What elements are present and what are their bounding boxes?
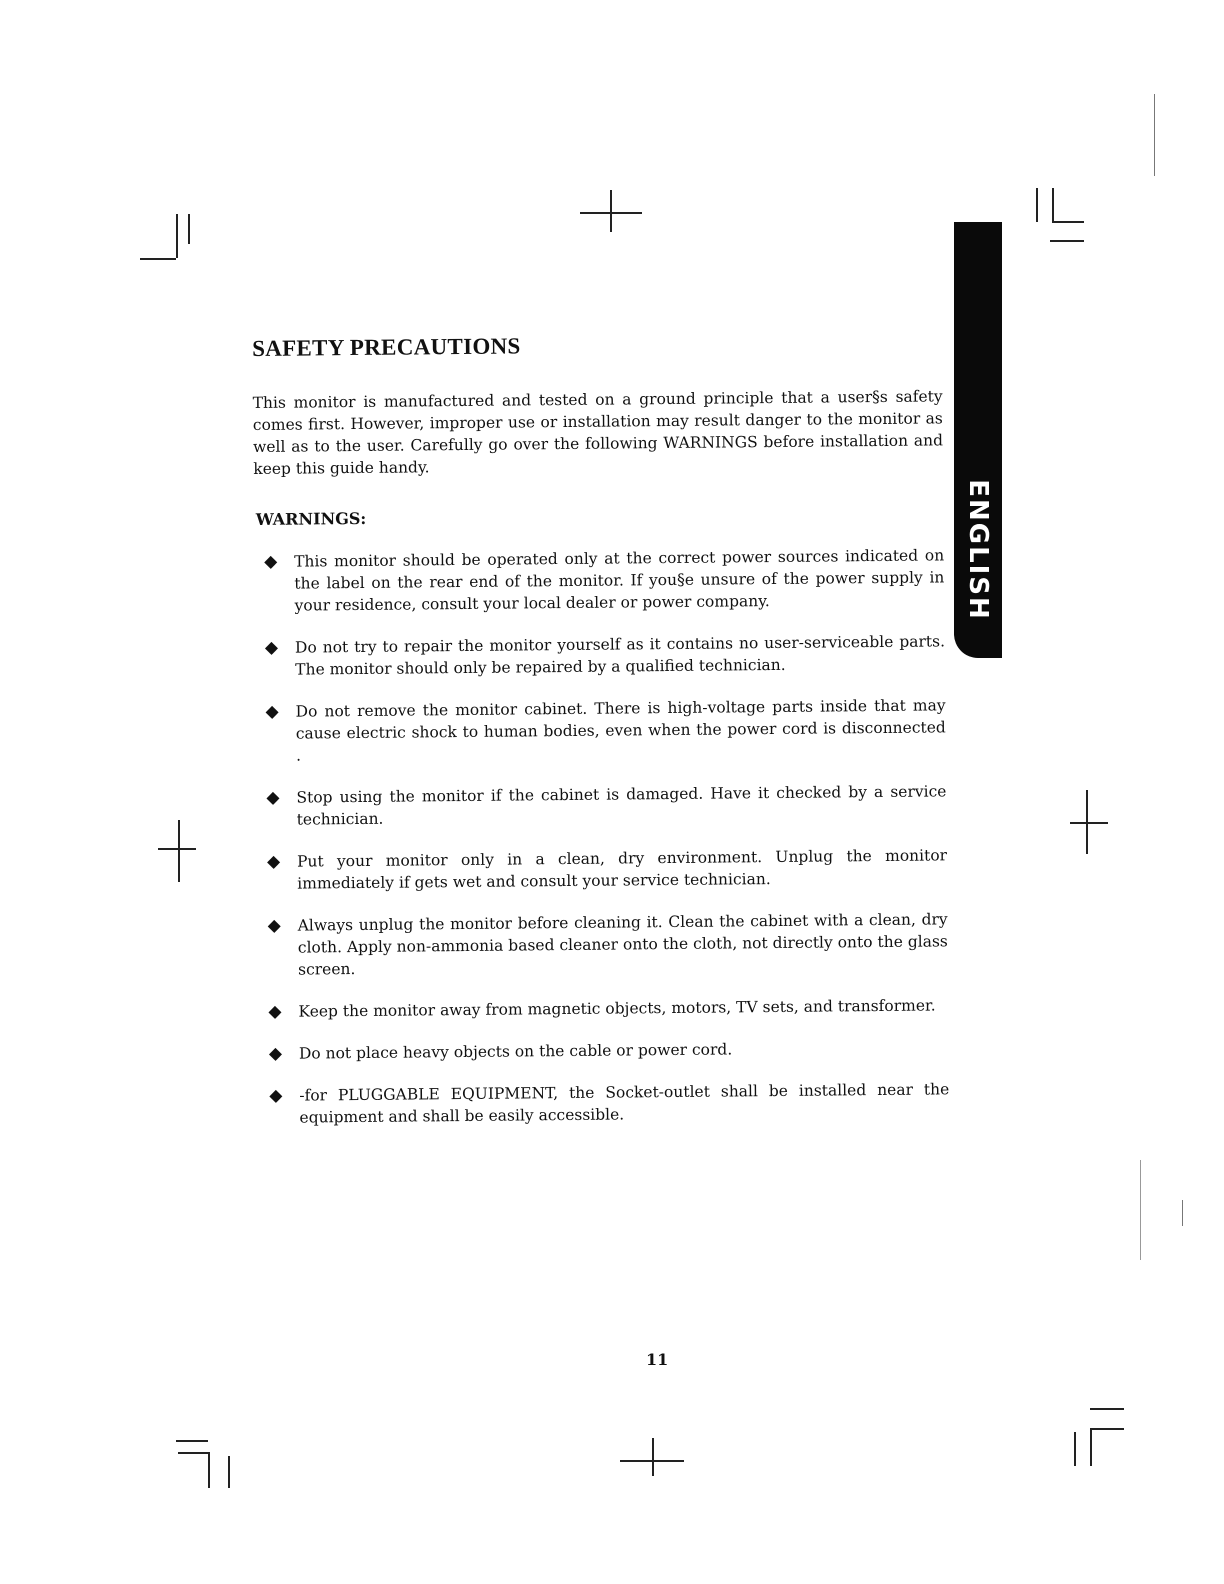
page-title: SAFETY PRECAUTIONS — [252, 333, 521, 361]
warning-item — [256, 694, 947, 767]
diamond-bullet-icon: ◆ — [269, 1085, 283, 1106]
warning-text: Always unplug the monitor before cleaning it. Clean the cabinet with a clean, dry cloth. Apply non-ammonia based cleaner onto the cloth, not directly onto the glass screen. — [297, 910, 948, 979]
diamond-bullet-icon: ◆ — [265, 701, 279, 722]
diamond-bullet-icon: ◆ — [264, 637, 279, 658]
warning-item — [258, 908, 949, 981]
warning-text: Do not try to repair the monitor yourself as it contains no user-serviceable parts. The monitor should only be repaired by a qualified technician. — [294, 632, 946, 679]
diamond-bullet-icon: ◆ — [266, 851, 281, 872]
warning-text: Put your monitor only in a clean, dry environment. Unplug the monitor immediately if gets wet and consult your service technician. — [296, 846, 948, 893]
warning-text: Stop using the monitor if the cabinet is damaged. Have it checked by a service technician. — [296, 782, 947, 829]
language-side-tab-label — [950, 450, 1006, 650]
diamond-bullet-icon: ◆ — [268, 1001, 282, 1022]
side-tab-text: ENGLISH — [963, 479, 993, 621]
page-number: 11 — [646, 1350, 669, 1369]
warning-item — [255, 630, 945, 681]
warnings-list — [254, 544, 950, 1129]
warning-item — [258, 994, 948, 1023]
diamond-bullet-icon: ◆ — [264, 551, 278, 572]
diamond-bullet-icon: ◆ — [266, 787, 280, 808]
safety-precautions-section — [252, 329, 950, 1149]
warning-item — [259, 1078, 949, 1129]
warning-item — [254, 544, 945, 617]
warning-item — [257, 844, 947, 895]
warning-text: Do not remove the monitor cabinet. There is high-voltage parts inside that may cause electric shock to human bodies, even when the power cord is disconnected . — [295, 696, 946, 765]
warning-text: Do not place heavy objects on the cable or power cord. — [298, 1040, 733, 1063]
warning-item — [259, 1036, 949, 1065]
warning-text: This monitor should be operated only at the correct power sources indicated on the label on the rear end of the monitor. If you§e unsure of the power supply in your residence, consult your local dealer or power company. — [294, 546, 945, 615]
diamond-bullet-icon: ◆ — [268, 1043, 283, 1064]
warnings-heading: WARNINGS: — [255, 508, 367, 529]
warning-text: Keep the monitor away from magnetic objects, motors, TV sets, and transformer. — [298, 996, 936, 1021]
diamond-bullet-icon: ◆ — [267, 915, 281, 936]
intro-paragraph: This monitor is manufactured and tested on a ground principle that a user§s safety comes first. However, improper use or installation may result danger to the monitor as well as to the user. Carefully go over the following WARNINGS before installation and keep this guide handy. — [252, 387, 944, 478]
warning-item — [256, 780, 946, 831]
warning-text: -for PLUGGABLE EQUIPMENT, the Socket-outlet shall be installed near the equipment and shall be easily accessible. — [299, 1080, 950, 1127]
